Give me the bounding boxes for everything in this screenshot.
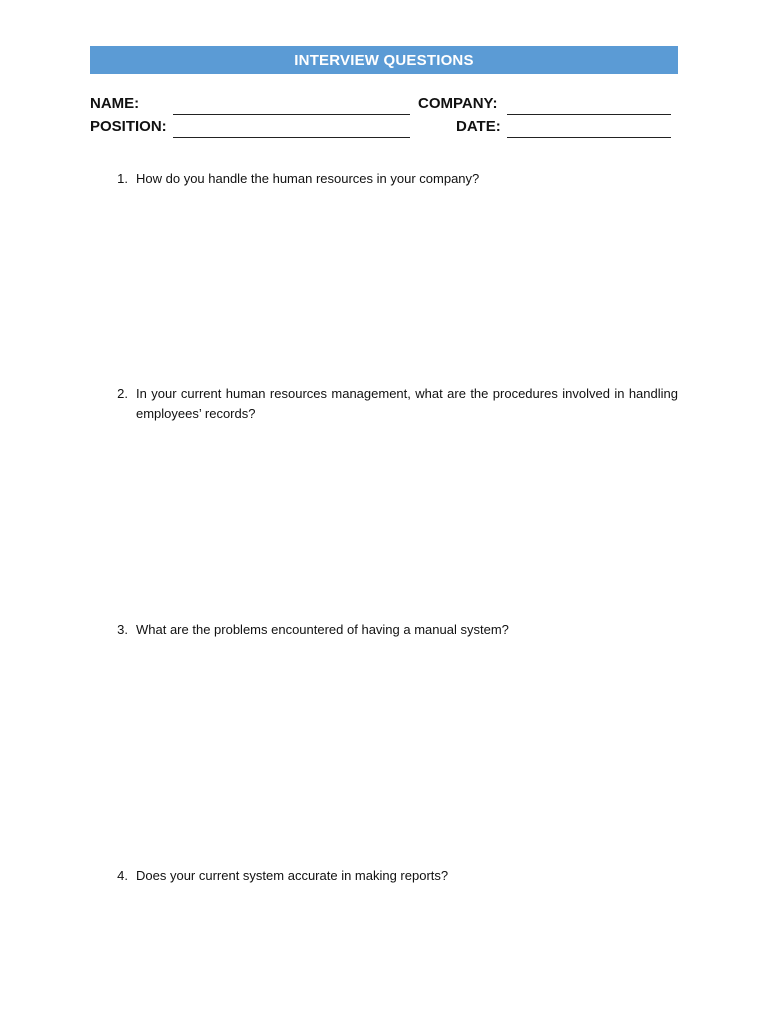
date-field-line[interactable] bbox=[507, 137, 671, 138]
question-number: 1. bbox=[117, 171, 128, 186]
question-number: 2. bbox=[117, 386, 128, 401]
question-text: How do you handle the human resources in your company? bbox=[136, 171, 480, 186]
question-item bbox=[108, 169, 678, 189]
question-number: 4. bbox=[117, 868, 128, 883]
name-label: NAME: bbox=[90, 95, 140, 112]
question-text: What are the problems encountered of having a manual system? bbox=[136, 622, 509, 637]
company-field-line[interactable] bbox=[507, 114, 671, 115]
page-title: INTERVIEW QUESTIONS bbox=[294, 51, 474, 69]
company-label: COMPANY: bbox=[418, 95, 498, 112]
date-label: DATE: bbox=[456, 118, 501, 135]
question-text: Does your current system accurate in making reports? bbox=[136, 868, 449, 883]
position-label: POSITION: bbox=[90, 118, 167, 135]
question-item bbox=[108, 384, 678, 424]
title-bar bbox=[90, 46, 678, 74]
question-text: In your current human resources management, what are the procedures involved in handling employees’ records? bbox=[136, 386, 678, 421]
question-number: 3. bbox=[117, 622, 128, 637]
question-item bbox=[108, 620, 678, 640]
position-field-line[interactable] bbox=[173, 137, 410, 138]
name-field-line[interactable] bbox=[173, 114, 410, 115]
question-item bbox=[108, 866, 678, 886]
